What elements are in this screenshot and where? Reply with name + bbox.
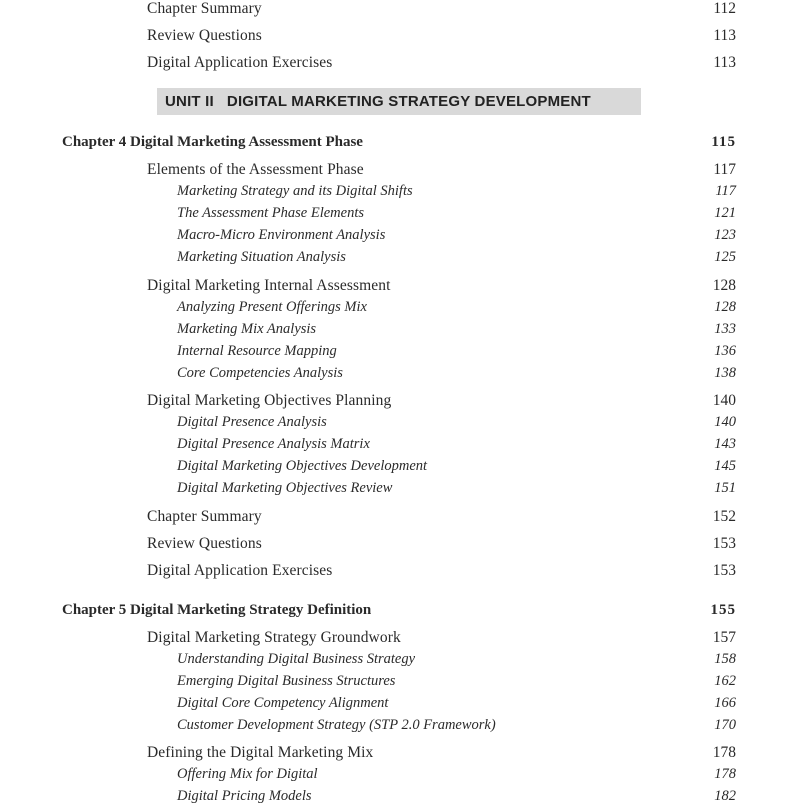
toc-chapter-title: Chapter 5 Digital Marketing Strategy Definition [62, 602, 372, 618]
toc-page-number: 157 [712, 629, 736, 646]
toc-page-number: 178 [714, 766, 736, 782]
toc-page-number: 151 [714, 480, 736, 496]
toc-page-number: 136 [714, 343, 736, 359]
toc-section-chapter-summary: Chapter Summary [147, 0, 262, 17]
toc-section-chapter-summary: Chapter Summary [147, 508, 262, 525]
toc-section-review-questions: Review Questions [147, 27, 262, 44]
toc-subsection-title: Digital Presence Analysis Matrix [177, 436, 370, 452]
toc-page-number: 162 [714, 673, 736, 689]
toc-page-number: 128 [712, 277, 736, 294]
toc-page-number: 145 [714, 458, 736, 474]
toc-subsection-title: Customer Development Strategy (STP 2.0 Framework) [177, 717, 496, 733]
toc-subsection-title: Digital Marketing Objectives Review [177, 480, 393, 496]
toc-page-number: 152 [712, 508, 736, 525]
toc-page-number: 170 [714, 717, 736, 733]
toc-section-title: Digital Marketing Internal Assessment [147, 277, 391, 294]
toc-page-number: 123 [714, 227, 736, 243]
toc-page-number: 178 [712, 744, 736, 761]
toc-page-number: 153 [712, 562, 736, 579]
toc-page-number: 113 [713, 27, 736, 44]
toc-subsection-title: Digital Core Competency Alignment [177, 695, 389, 711]
toc-section-title: Digital Marketing Objectives Planning [147, 392, 392, 409]
toc-section-digital-application-exercises: Digital Application Exercises [147, 562, 333, 579]
toc-chapter-title: Chapter 4 Digital Marketing Assessment Phase [62, 134, 363, 150]
toc-page-number: 140 [712, 392, 736, 409]
toc-subsection-title: The Assessment Phase Elements [177, 205, 364, 221]
toc-subsection-title: Marketing Situation Analysis [177, 249, 346, 265]
toc-page-number: 128 [714, 299, 736, 315]
toc-page-number: 133 [714, 321, 736, 337]
toc-chapter-page: 115 [711, 134, 736, 150]
toc-page-number: 143 [714, 436, 736, 452]
toc-page-number: 117 [713, 161, 736, 178]
toc-subsection-title: Understanding Digital Business Strategy [177, 651, 416, 667]
toc-page-number: 153 [712, 535, 736, 552]
toc-section-title: Elements of the Assessment Phase [147, 161, 364, 178]
toc-section-title: Digital Marketing Strategy Groundwork [147, 629, 401, 646]
toc-subsection-title: Marketing Mix Analysis [177, 321, 317, 337]
toc-page-number: 140 [714, 414, 736, 430]
toc-subsection-title: Emerging Digital Business Structures [177, 673, 396, 689]
toc-page-number: 182 [714, 788, 736, 804]
toc-subsection-title: Analyzing Present Offerings Mix [177, 299, 367, 315]
toc-page-number: 121 [714, 205, 736, 221]
toc-page-number: 125 [714, 249, 736, 265]
toc-subsection-title: Offering Mix for Digital [177, 766, 318, 782]
toc-chapter-page: 155 [710, 602, 736, 618]
toc-page-number: 112 [713, 0, 736, 17]
toc-page-number: 166 [714, 695, 736, 711]
toc-subsection-title: Macro-Micro Environment Analysis [177, 227, 386, 243]
toc-page-number: 158 [714, 651, 736, 667]
toc-subsection-title: Digital Pricing Models [177, 788, 312, 804]
toc-subsection-title: Digital Presence Analysis [177, 414, 327, 430]
toc-page-number: 113 [713, 54, 736, 71]
unit-label: UNIT II [165, 93, 214, 110]
unit-title: DIGITAL MARKETING STRATEGY DEVELOPMENT [226, 93, 591, 110]
toc-subsection-title: Core Competencies Analysis [177, 365, 343, 381]
toc-subsection-title: Marketing Strategy and its Digital Shifts [177, 183, 413, 199]
toc-section-review-questions: Review Questions [147, 535, 262, 552]
toc-subsection-title: Internal Resource Mapping [177, 343, 337, 359]
toc-page-number: 117 [715, 183, 736, 199]
toc-section-title: Defining the Digital Marketing Mix [147, 744, 374, 761]
toc-subsection-title: Digital Marketing Objectives Development [177, 458, 428, 474]
toc-page-number: 138 [714, 365, 736, 381]
unit-banner [157, 88, 641, 115]
toc-section-digital-application-exercises: Digital Application Exercises [147, 54, 333, 71]
